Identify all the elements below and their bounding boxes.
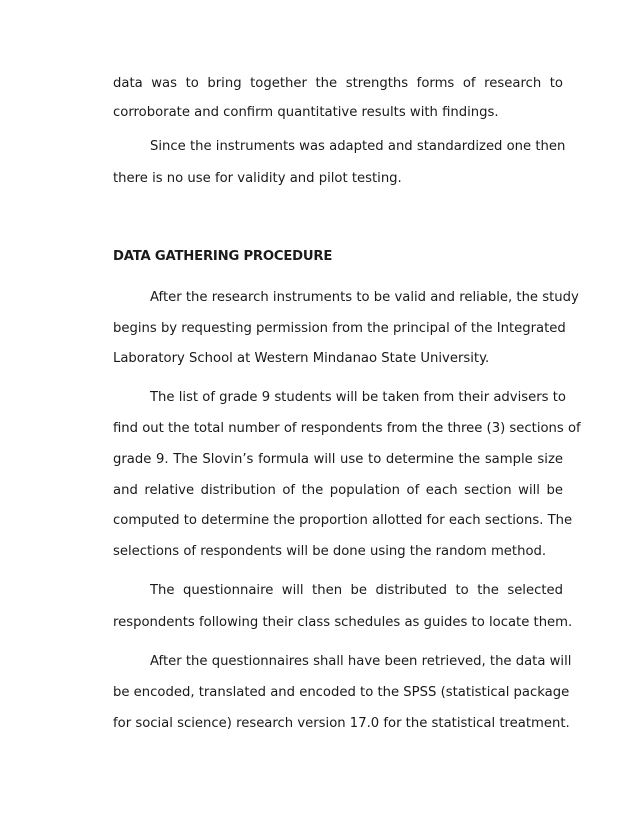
paragraph-3-line-2: begins by requesting permission from the principal of the Integrated [113,321,566,336]
paragraph-6-line-3: for social science) research version 17.0 for the statistical treatment. [113,716,570,731]
paragraph-1-line-2: corroborate and confirm quantitative results with findings. [113,105,499,120]
paragraph-4-line-6: selections of respondents will be done using the random method. [113,544,547,559]
paragraph-4-line-4: and relative distribution of the population of each section will be [113,483,563,498]
paragraph-2-line-1: Since the instruments was adapted and standardized one then [150,139,566,154]
paragraph-3-line-1: After the research instruments to be valid and reliable, the study [150,290,579,305]
paragraph-5-line-2: respondents following their class schedules as guides to locate them. [113,615,573,630]
paragraph-6-line-1: After the questionnaires shall have been retrieved, the data will [150,654,572,669]
paragraph-6-line-2: be encoded, translated and encoded to the SPSS (statistical package [113,685,570,700]
paragraph-4-line-1: The list of grade 9 students will be taken from their advisers to [150,390,566,405]
paragraph-4-line-5: computed to determine the proportion allotted for each sections. The [113,513,573,528]
section-heading: DATA GATHERING PROCEDURE [113,249,333,264]
paragraph-4-line-3: grade 9. The Slovin’s formula will use to determine the sample size [113,452,563,467]
paragraph-2-line-2: there is no use for validity and pilot testing. [113,171,402,186]
paragraph-1-line-1: data was to bring together the strengths forms of research to [113,76,563,91]
paragraph-5-line-1: The questionnaire will then be distributed to the selected [150,583,563,598]
paragraph-3-line-3: Laboratory School at Western Mindanao State University. [113,351,490,366]
paragraph-4-line-2: find out the total number of respondents from the three (3) sections of [113,421,581,436]
